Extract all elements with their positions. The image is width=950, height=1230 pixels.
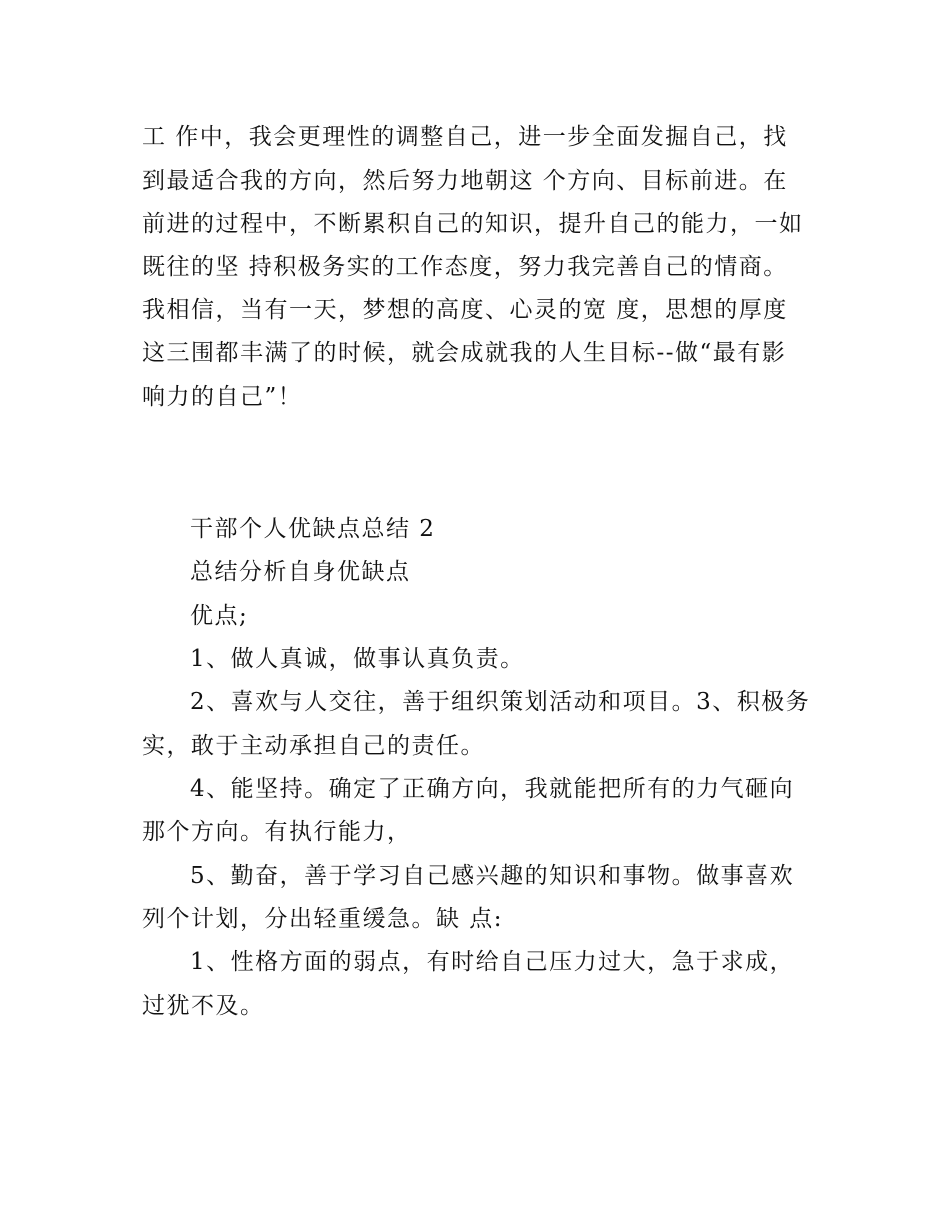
intro-line-7: 响力的自己”！ [142, 384, 303, 410]
intro-line-4: 既往的坚 持积极务实的工作态度，努力我完善自己的情商。 [142, 254, 788, 280]
advantages-heading: 优点; [190, 603, 249, 629]
list-item-continuation: 列个计划，分出轻重缓急。缺 点: [142, 906, 504, 932]
section-subtitle: 总结分析自身优缺点 [190, 559, 411, 585]
list-item: 4、能坚持。确定了正确方向，我就能把所有的力气砸向 [190, 776, 795, 802]
list-item-continuation: 过犹不及。 [142, 993, 265, 1019]
intro-line-1: 工 作中，我会更理性的调整自己，进一步全面发掘自己，找 [142, 124, 788, 150]
list-item: 1、做人真诚，做事认真负责。 [190, 646, 525, 672]
list-item-continuation: 那个方向。有执行能力， [142, 819, 412, 845]
list-item: 1、性格方面的弱点，有时给自己压力过大，急于求成， [190, 949, 795, 975]
list-item: 5、勤奋，善于学习自己感兴趣的知识和事物。做事喜欢 [190, 863, 795, 889]
intro-line-2: 到最适合我的方向，然后努力地朝这 个方向、目标前进。在 [142, 168, 788, 194]
intro-line-5: 我相信，当有一天，梦想的高度、心灵的宽 度，思想的厚度 [142, 297, 788, 323]
list-item: 2、喜欢与人交往，善于组织策划活动和项目。3、积极务 [190, 689, 811, 715]
section-title: 干部个人优缺点总结 2 [190, 516, 436, 542]
intro-line-3: 前进的过程中，不断累积自己的知识，提升自己的能力，一如 [142, 211, 804, 237]
list-item-continuation: 实，敢于主动承担自己的责任。 [142, 733, 485, 759]
intro-line-6: 这三围都丰满了的时候，就会成就我的人生目标--做“最有影 [142, 340, 787, 366]
